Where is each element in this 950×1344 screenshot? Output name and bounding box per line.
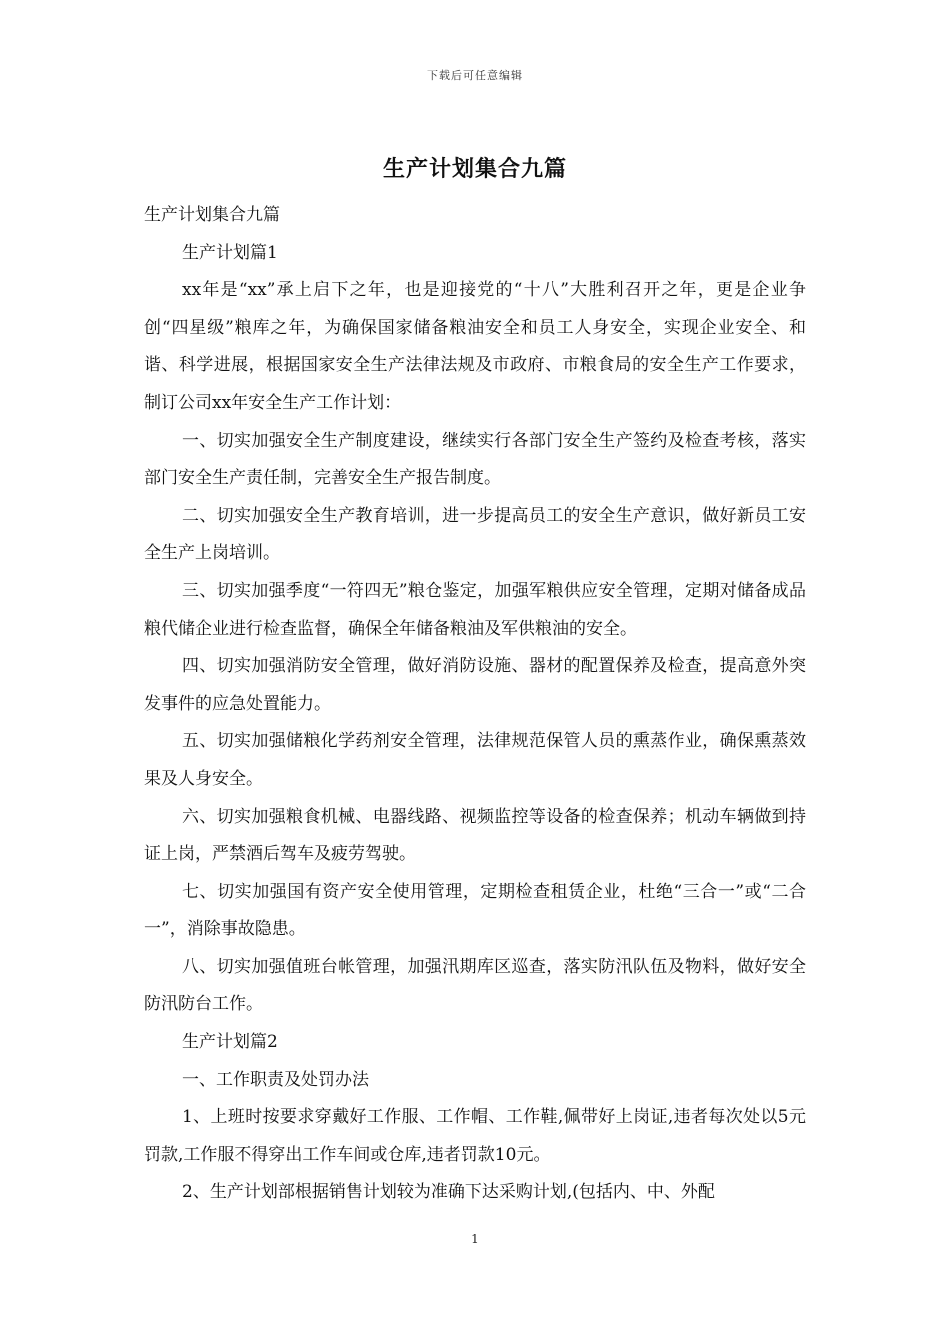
paragraph: 七、切实加强国有资产安全使用管理，定期检查租赁企业，杜绝“三合一”或“二合一”，消除事故隐患。 [144, 881, 806, 940]
paragraph: 五、切实加强储粮化学药剂安全管理，法律规范保管人员的熏蒸作业，确保熏蒸效果及人身安全。 [144, 731, 806, 789]
paragraph: 一、工作职责及处罚办法 [182, 1069, 369, 1090]
header-note: 下载后可任意编辑 [427, 69, 523, 82]
document-body [144, 197, 806, 1212]
paragraph: 八、切实加强值班台帐管理，加强汛期库区巡查，落实防汛队伍及物料，做好安全防汛防台工作。 [144, 956, 806, 1015]
paragraph: 2、生产计划部根据销售计划较为准确下达采购计划,(包括内、中、外配 [182, 1182, 715, 1203]
document-title: 生产计划集合九篇 [382, 157, 567, 182]
paragraph: 二、切实加强安全生产教育培训，进一步提高员工的安全生产意识，做好新员工安全生产上岗培训。 [144, 505, 806, 564]
paragraph: 四、切实加强消防安全管理，做好消防设施、器材的配置保养及检查，提高意外突发事件的应急处置能力。 [144, 656, 806, 714]
section-heading-1: 生产计划篇1 [182, 242, 278, 263]
section-heading-2: 生产计划篇2 [182, 1032, 278, 1053]
paragraph: 三、切实加强季度“一符四无”粮仓鉴定，加强军粮供应安全管理，定期对储备成品粮代储企业进行检查监督，确保全年储备粮油及军供粮油的安全。 [144, 580, 806, 639]
page-number: 1 [471, 1232, 479, 1246]
paragraph: xx年是“xx”承上启下之年，也是迎接党的“十八”大胜利召开之年，更是企业争创“四星级”粮库之年，为确保国家储备粮油安全和员工人身安全，实现企业安全、和谐、科学进展，根据国家安全生产法律法规及市政府、市粮食局的安全生产工作要求，制订公司xx年安全生产工作计划： [144, 280, 806, 413]
paragraph: 一、切实加强安全生产制度建设，继续实行各部门安全生产签约及检查考核，落实部门安全生产责任制，完善安全生产报告制度。 [144, 430, 806, 489]
paragraph: 1、上班时按要求穿戴好工作服、工作帽、工作鞋,佩带好上岗证,违者每次处以5元罚款,工作服不得穿出工作车间或仓库,违者罚款10元。 [144, 1107, 806, 1165]
paragraph: 六、切实加强粮食机械、电器线路、视频监控等设备的检查保养；机动车辆做到持证上岗，严禁酒后驾车及疲劳驾驶。 [144, 806, 806, 865]
subtitle-paragraph: 生产计划集合九篇 [144, 205, 280, 225]
